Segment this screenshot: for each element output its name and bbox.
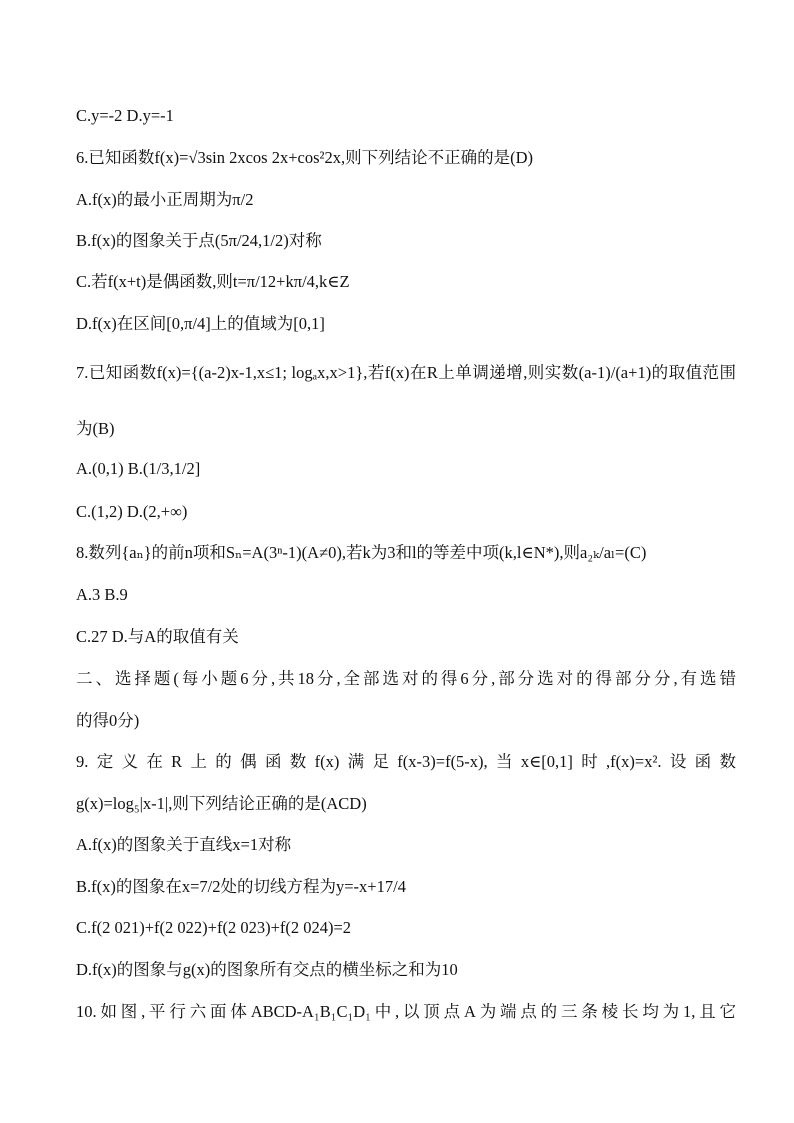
question-8-options-c-d: C.27 D.与A的取值有关 [76,627,239,646]
question-6-option-b: B.f(x)的图象关于点(5π/24,1/2)对称 [76,231,322,250]
question-9-stem: 9.定义在R上的偶函数f(x)满足f(x-3)=f(5-x),当x∈[0,1]时,f(x)=x².设函数 [76,752,736,771]
question-7-options-a-b: A.(0,1) B.(1/3,1/2] [76,459,201,478]
question-9-option-b: B.f(x)的图象在x=7/2处的切线方程为y=-x+17/4 [76,877,406,896]
question-8-options-a-b: A.3 B.9 [76,585,128,604]
question-7-options-c-d: C.(1,2) D.(2,+∞) [76,502,188,521]
question-9-option-d: D.f(x)的图象与g(x)的图象所有交点的横坐标之和为10 [76,960,458,979]
question-10-stem: 10.如图,平行六面体ABCD-A₁B₁C₁D₁中,以顶点A为端点的三条棱长均为1,且它 [76,1002,736,1021]
question-6-option-c: C.若f(x+t)是偶函数,则t=π/12+kπ/4,k∈Z [76,272,350,291]
question-7-stem-continuation: 为(B) [76,419,115,438]
section-heading: 二、选择题(每小题6分,共18分,全部选对的得6分,部分选对的得部分分,有选错 [76,669,736,688]
question-6-stem: 6.已知函数f(x)=√3sin 2xcos 2x+cos²2x,则下列结论不正确的是(D) [76,148,533,167]
question-9-stem-continuation: g(x)=log₅|x-1|,则下列结论正确的是(ACD) [76,794,367,813]
question-7-stem: 7.已知函数f(x)={(a-2)x-1,x≤1; logₐx,x>1},若f(x)在R上单调递增,则实数(a-1)/(a+1)的取值范围 [76,363,736,382]
question-6-option-a: A.f(x)的最小正周期为π/2 [76,190,254,209]
question-9-option-c: C.f(2 021)+f(2 022)+f(2 023)+f(2 024)=2 [76,918,352,937]
question-9-option-a: A.f(x)的图象关于直线x=1对称 [76,835,292,854]
question-8-stem: 8.数列{aₙ}的前n项和Sₙ=A(3ⁿ-1)(A≠0),若k为3和l的等差中项(k,l∈N*),则a₂ₖ/aₗ=(C) [76,543,647,562]
section-heading-continuation: 的得0分) [76,711,140,730]
answer-options-line-1: C.y=-2 D.y=-1 [76,106,174,125]
question-6-option-d: D.f(x)在区间[0,π/4]上的值域为[0,1] [76,314,325,333]
